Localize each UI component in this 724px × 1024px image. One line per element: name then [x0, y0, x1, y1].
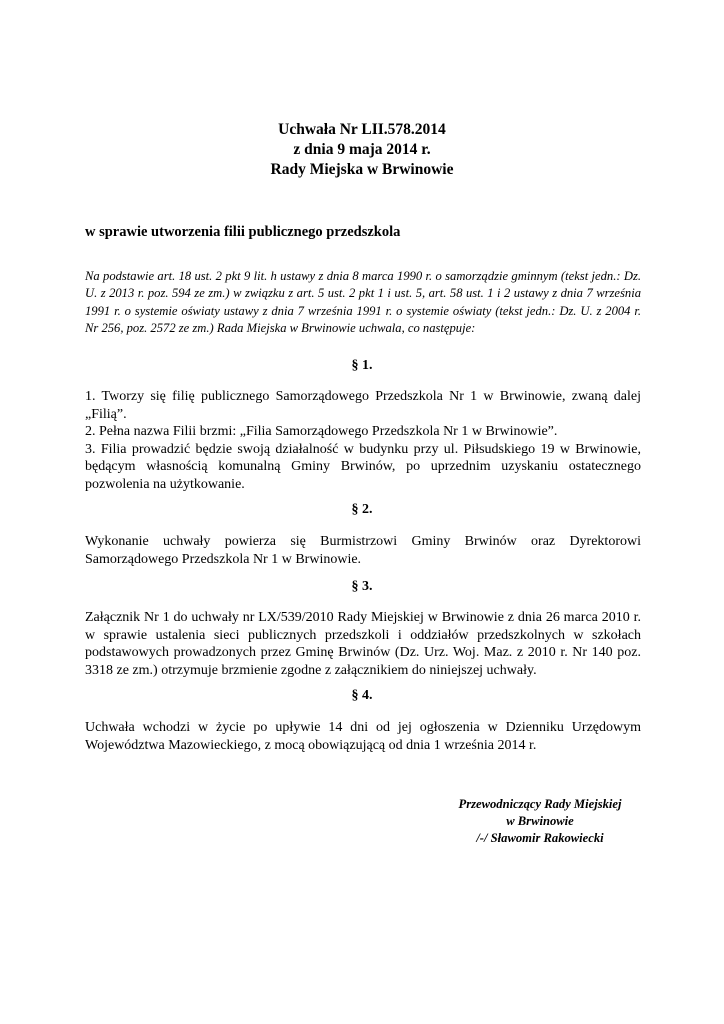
- signatory-title: Przewodniczący Rady Miejskiej: [458, 797, 622, 811]
- resolution-number: Uchwała Nr LII.578.2014: [278, 121, 446, 138]
- signature-block: [440, 796, 640, 847]
- document-title: [0, 120, 724, 180]
- section-1-body: [85, 388, 641, 494]
- section-4-heading: § 4.: [351, 688, 373, 703]
- section-2-body: [85, 533, 641, 568]
- section-3-heading: § 3.: [351, 579, 373, 594]
- section-4-body: [85, 719, 641, 754]
- council-name: Rady Miejska w Brwinowie: [270, 161, 454, 178]
- section-1-point-3: 3. Filia prowadzić będzie swoją działalność w budynku przy ul. Piłsudskiego 19 w Brwinowie, będącym własnością komunalną Gminy Brwinów, po uprzednim uzyskaniu ostatecznego pozwolenia na użytkowanie.: [85, 441, 641, 492]
- section-2-text: Wykonanie uchwały powierza się Burmistrzowi Gminy Brwinów oraz Dyrektorowi Samorządowego Przedszkola Nr 1 w Brwinowie.: [85, 534, 641, 567]
- section-3-body: [85, 609, 641, 679]
- section-2-heading: § 2.: [351, 502, 373, 517]
- section-1-heading: § 1.: [351, 358, 373, 373]
- section-1-point-1: 1. Tworzy się filię publicznego Samorządowego Przedszkola Nr 1 w Brwinowie, zwaną dalej „Filią”.: [85, 389, 641, 422]
- resolution-subject: w sprawie utworzenia filii publicznego przedszkola: [85, 224, 401, 240]
- signatory-name: /-/ Sławomir Rakowiecki: [476, 831, 604, 845]
- legal-basis: Na podstawie art. 18 ust. 2 pkt 9 lit. h ustawy z dnia 8 marca 1990 r. o samorządzie gminnym (tekst jedn.: Dz. U. z 2013 r. poz. 594 ze zm.) w związku z art. 5 ust. 2 pkt 1 i ust. 5, art. 58 ust. 1 i 2 ustawy z dnia 7 września 1991 r. o systemie oświaty ustawy z dnia 7 września 1991 r. o systemie oświaty (tekst jedn.: Dz. U. z 2004 r. Nr 256, poz. 2572 ze zm.) Rada Miejska w Brwinowie uchwala, co następuje:: [85, 269, 641, 336]
- signatory-location: w Brwinowie: [506, 814, 574, 828]
- section-3-text: Załącznik Nr 1 do uchwały nr LX/539/2010 Rady Miejskiej w Brwinowie z dnia 26 marca 2010 r. w sprawie ustalenia sieci publicznych przedszkoli i oddziałów przedszkolnych w szkołach podstawowych prowadzonych przez Gminę Brwinów (Dz. Urz. Woj. Maz. z 2010 r. Nr 140 poz. 3318 ze zm.) otrzymuje brzmienie zgodne z załącznikiem do niniejszej uchwały.: [85, 610, 641, 678]
- resolution-date: z dnia 9 maja 2014 r.: [293, 141, 431, 158]
- section-4-text: Uchwała wchodzi w życie po upływie 14 dni od jej ogłoszenia w Dzienniku Urzędowym Województwa Mazowieckiego, z mocą obowiązującą od dnia 1 września 2014 r.: [85, 720, 641, 753]
- section-1-point-2: 2. Pełna nazwa Filii brzmi: „Filia Samorządowego Przedszkola Nr 1 w Brwinowie”.: [85, 424, 558, 440]
